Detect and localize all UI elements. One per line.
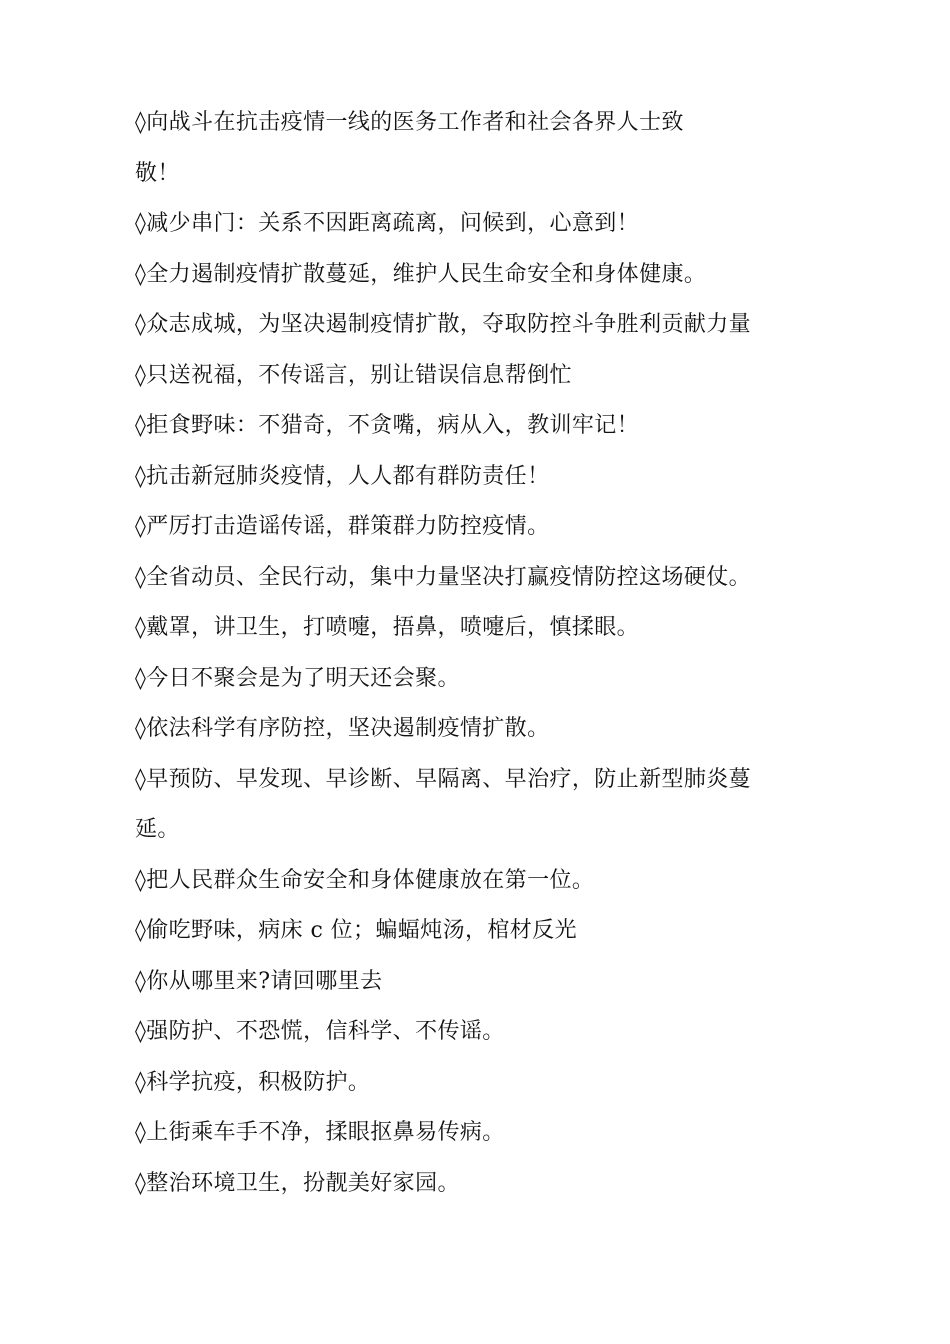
text-line: 延。 xyxy=(135,817,180,842)
text-line: ◊只送祝福，不传谣言，别让错误信息帮倒忙 xyxy=(135,362,572,388)
text-line: ◊把人民群众生命安全和身体健康放在第一位。 xyxy=(135,867,595,893)
text-line: ◊减少串门：关系不因距离疏离，问候到，心意到！ xyxy=(135,211,640,236)
text-line: ◊全省动员、全民行动，集中力量坚决打赢疫情防控这场硬仗。 xyxy=(135,564,752,590)
text-line: ◊早预防、早发现、早诊断、早隔离、早治疗，防止新型肺炎蔓 xyxy=(135,766,752,792)
text-line: ◊戴罩，讲卫生，打喷嚏，捂鼻，喷嚏后，慎揉眼。 xyxy=(135,615,640,640)
text-line: ◊依法科学有序防控，坚决遏制疫情扩散。 xyxy=(135,716,550,741)
document-body xyxy=(135,98,825,1209)
text-line: ◊偷吃野味，病床 c 位；蝙蝠炖汤，棺材反光 xyxy=(135,918,577,943)
text-line: ◊你从哪里来?请回哪里去 xyxy=(135,968,383,994)
text-line: ◊全力遏制疫情扩散蔓延，维护人民生命安全和身体健康。 xyxy=(135,261,707,287)
text-line: ◊今日不聚会是为了明天还会聚。 xyxy=(135,665,460,691)
text-line: ◊上街乘车手不净，揉眼抠鼻易传病。 xyxy=(135,1120,505,1145)
text-line: ◊严厉打击造谣传谣，群策群力防控疫情。 xyxy=(135,514,550,539)
text-line: ◊拒食野味：不猎奇，不贪嘴，病从入，教训牢记！ xyxy=(135,413,640,438)
text-line: ◊众志成城，为坚决遏制疫情扩散，夺取防控斗争胜利贡献力量 xyxy=(135,312,752,337)
text-line: ◊向战斗在抗击疫情一线的医务工作者和社会各界人士致 xyxy=(135,110,684,135)
text-line: ◊抗击新冠肺炎疫情，人人都有群防责任！ xyxy=(135,463,550,489)
text-line: ◊整治环境卫生，扮靓美好家园。 xyxy=(135,1170,460,1196)
text-line: ◊强防护、不恐慌，信科学、不传谣。 xyxy=(135,1019,505,1044)
text-line: ◊科学抗疫，积极防护。 xyxy=(135,1069,371,1095)
text-line: 敬！ xyxy=(135,160,180,186)
